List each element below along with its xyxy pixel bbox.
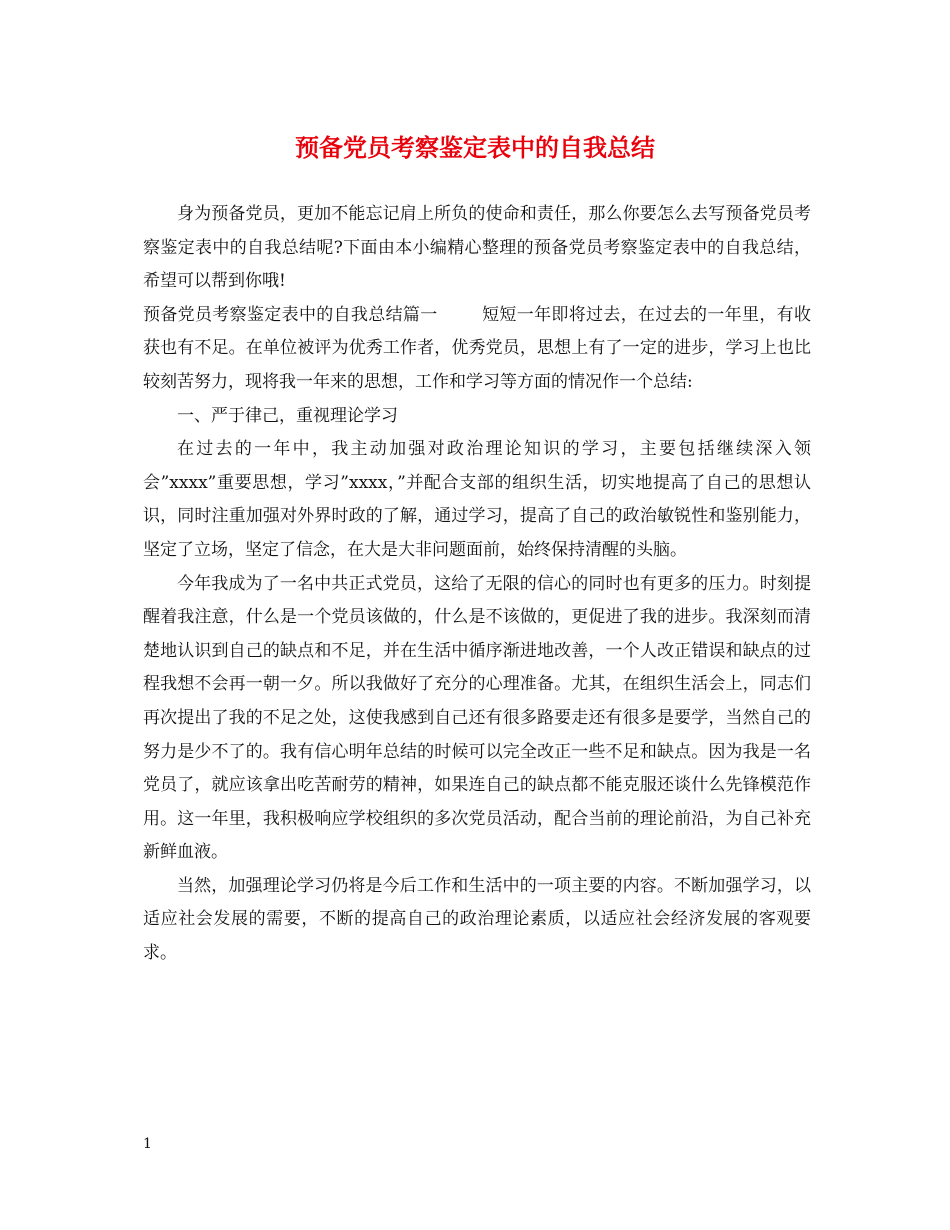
- section-heading: 一、严于律己，重视理论学习: [177, 405, 398, 426]
- body-paragraph-2: 今年我成为了一名中共正式党员，这给了无限的信心的同时也有更多的压力。时刻提醒着我注意，什么是一个党员该做的，什么是不该做的，更促进了我的进步。我深刻而清楚地认识到自己的缺点和不足，并在生活中循序渐进地改善，一个人改正错误和缺点的过程我想不会再一朝一夕。所以我做好了充分的心理准备。尤其，在组织生活会上，同志们再次提出了我的不足之处，这使我感到自己还有很多路要走还有很多是要学，当然自己的努力是少不了的。我有信心明年总结的时候可以完全改正一些不足和缺点。因为我是一名党员了，就应该拿出吃苦耐劳的精神，如果连自己的缺点都不能克服还谈什么先锋模范作用。这一年里，我积极响应学校组织的多次党员活动，配合当前的理论前沿，为自己补充新鲜血液。: [143, 573, 811, 863]
- document-title: 预备党员考察鉴定表中的自我总结: [295, 133, 655, 162]
- document-body: [143, 198, 811, 971]
- body-paragraph-3: 当然，加强理论学习仍将是今后工作和生活中的一项主要的内容。不断加强学习，以适应社会发展的需要，不断的提高自己的政治理论素质，以适应社会经济发展的客观要求。: [143, 875, 811, 964]
- body-paragraph-1: 在过去的一年中，我主动加强对政治理论知识的学习，主要包括继续深入领会”xxxx”重要思想，学习”xxxx，”并配合支部的组织生活，切实地提高了自己的思想认识，同时注重加强对外界时政的了解，通过学习，提高了自己的政治敏锐性和鉴别能力，坚定了立场，坚定了信念，在大是大非问题面前，始终保持清醒的头脑。: [143, 439, 811, 560]
- page-number: 1: [143, 1136, 152, 1152]
- section-paragraph: [143, 299, 811, 400]
- intro-paragraph: 身为预备党员，更加不能忘记肩上所负的使命和责任，那么你要怎么去写预备党员考察鉴定表中的自我总结呢?下面由本小编精心整理的预备党员考察鉴定表中的自我总结，希望可以帮到你哦!: [143, 204, 811, 292]
- section-text: 短短一年即将过去，在过去的一年里，有收获也有不足。在单位被评为优秀工作者，优秀党员，思想上有了一定的进步，学习上也比较刻苦努力，现将我一年来的思想，工作和学习等方面的情况作一个总结:: [143, 304, 811, 392]
- section-label: 预备党员考察鉴定表中的自我总结篇一: [143, 304, 438, 325]
